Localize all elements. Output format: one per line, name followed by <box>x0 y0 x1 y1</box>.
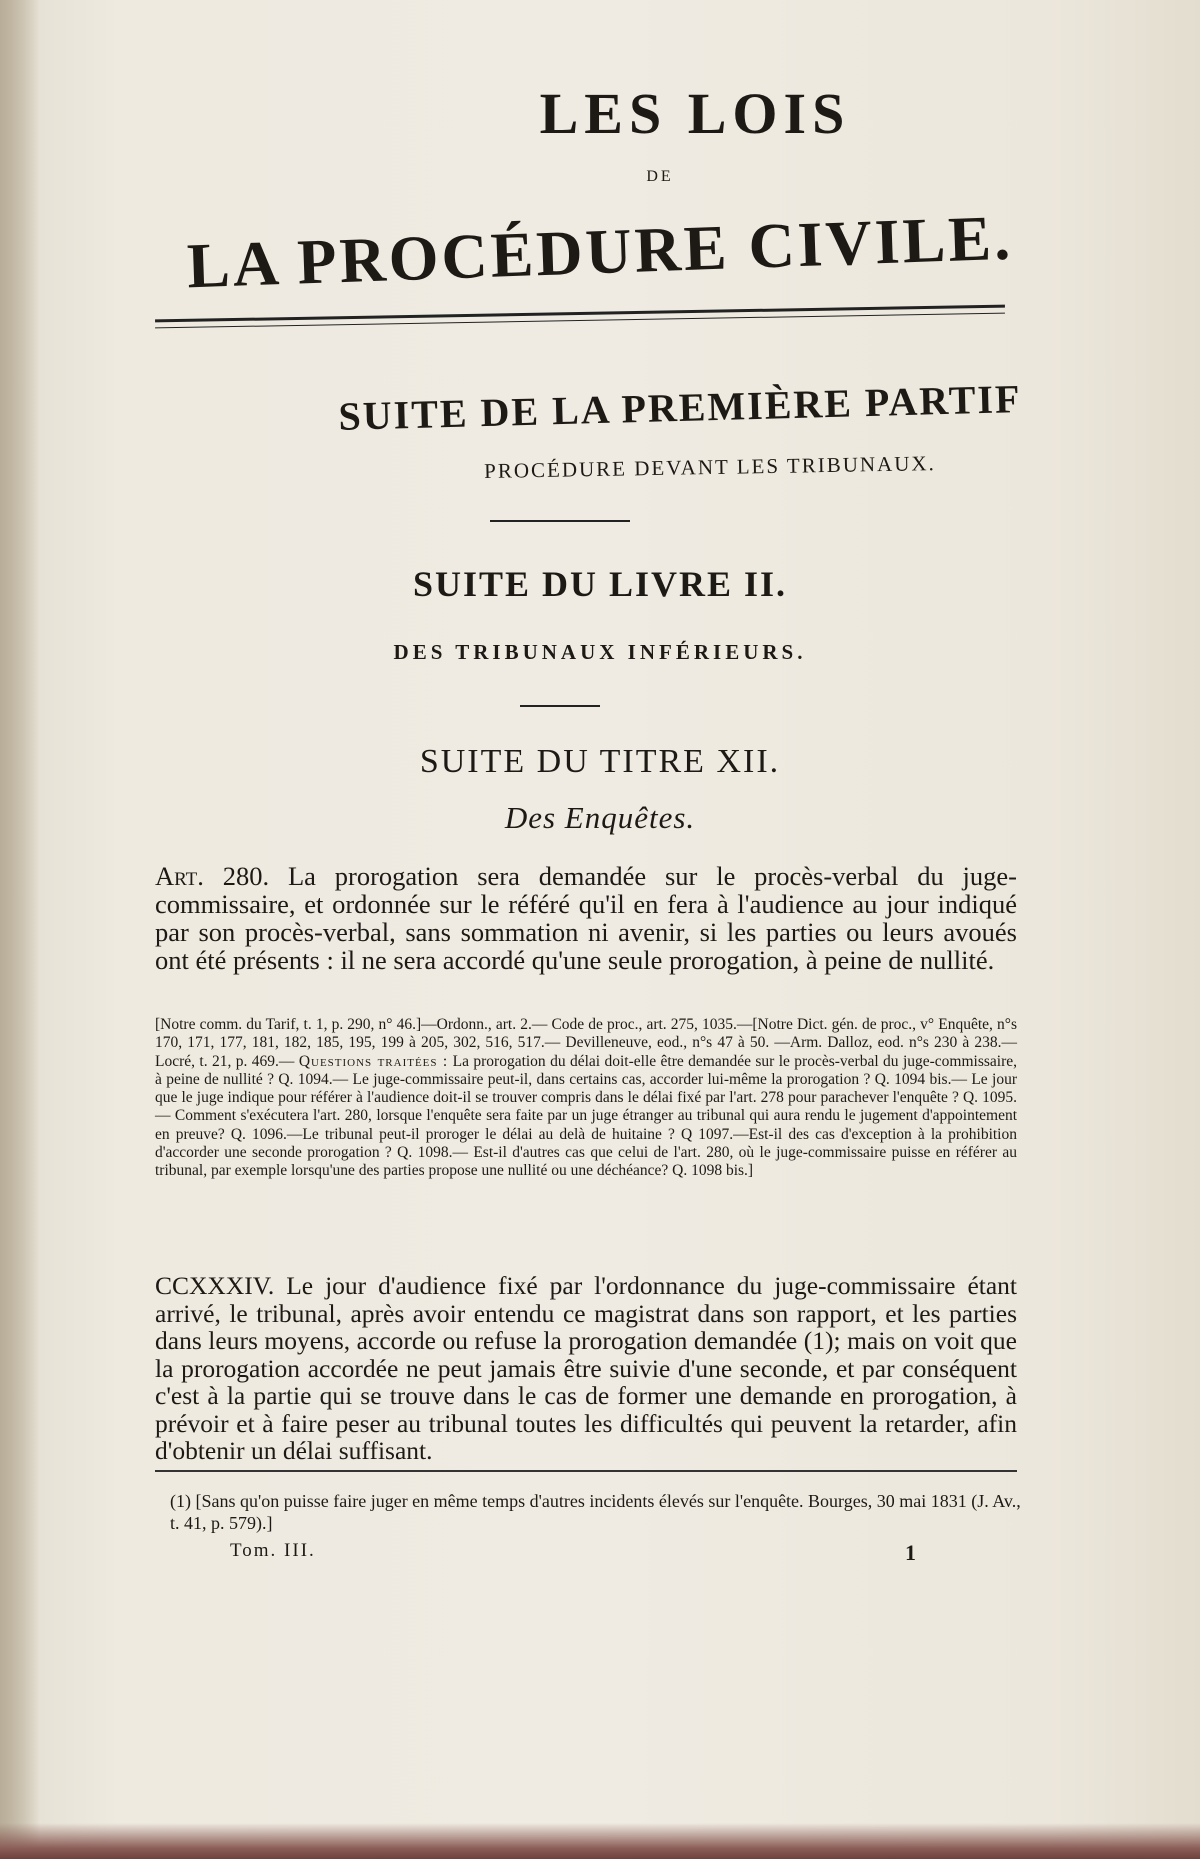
article-280 <box>155 862 1017 974</box>
chapter-subtitle: Des Enquêtes. <box>504 800 696 835</box>
part-subtitle: PROCÉDURE DEVANT LES TRIBUNAUX. <box>483 451 937 483</box>
footnote-rule <box>155 1470 1017 1472</box>
part-title: SUITE DE LA PREMIÈRE PARTIF <box>337 376 1022 439</box>
notes-references: [Notre comm. du Tarif, t. 1, p. 290, n° 46.]—Ordonn., art. 2.— Code de proc., art. 275, 1035.—[Notre Dict. gén. de proc., v° Enquête, n°s 170, 171, 177, 181, 182, 185, 195, 199 à 205, 302, 516, 517.— Devilleneuve, eod., n°s 47 à 50. —Arm. Dalloz, eod. n°s 230 à 238.—Locré, t. 21, p. 469.— <box>155 1016 1017 1070</box>
book-title: SUITE DU LIVRE II. <box>412 564 788 604</box>
title-procedure-civile: LA PROCÉDURE CIVILE. <box>185 201 1015 302</box>
book-subtitle: DES TRIBUNAUX INFÉRIEURS. <box>393 640 807 664</box>
questions-text: La prorogation du délai doit-elle être demandée sur le procès-verbal du juge-commissaire, à peine de nullité ? Q. 1094.— Le juge-commissaire peut-il, dans certains cas, accorder lui-même la prorogation ? Q. 1094 bis.— Le jour que le juge indique pour référer à l'audience doit-il se trouver compris dans le délai fixé par l'art. 278 pour parachever l'enquête ? Q. 1095.— Comment s'exécutera l'art. 280, lorsque l'enquête sera faite par un juge étranger au tribunal qui aura rendu le jugement d'appointement en preuve? Q. 1096.—Le tribunal peut-il proroger le délai au delà de huitaine ? Q 1097.—Est-il des cas d'exception à la prohibition d'accorder une seconde prorogation ? Q. 1098.— Est-il d'autres cas que celui de l'art. 280, où le juge-commissaire puisse en référer au tribunal, par exemple lorsqu'une des parties propose une nullité ou une déchéance? Q. 1098 bis.] <box>155 1052 1018 1180</box>
title-les-lois: LES LOIS <box>539 81 851 146</box>
commentary-ccxxxiv <box>155 1272 1017 1465</box>
page-number: 1 <box>905 1540 916 1565</box>
commentary-text: Le jour d'audience fixé par l'ordonnance du juge-commissaire étant arrivé, le tribunal, après avoir entendu ce magistrat dans son rapport, et les parties dans leurs moyens, accorde ou refuse la prorogation demandée (1); mais on voit que la prorogation accordée ne peut jamais être suivie d'une seconde, et par conséquent c'est à la partie qui se trouve dans le cas de former une demande en prorogation, à prévoir et à faire peser au tribunal toutes les difficultés qui peuvent la retarder, afin d'obtenir un délai suffisant. <box>155 1271 1017 1465</box>
ornament-divider <box>490 520 630 522</box>
volume-marker: Tom. III. <box>230 1540 316 1561</box>
article-text: La prorogation sera demandée sur le procès-verbal du juge-commissaire, et ordonnée sur le référé qu'il en fera à l'audience au jour indiqué par son procès-verbal, sans sommation ni avenir, si les parties ou leurs avoués ont été présents : il ne sera accordé qu'une seule prorogation, à peine de nullité. <box>155 861 1017 975</box>
questions-label: Questions traitées : <box>298 1052 449 1070</box>
title-de: DE <box>646 168 674 185</box>
footnote: (1) [Sans qu'on puisse faire juger en même temps d'autres incidents élevés sur l'enquête. Bourges, 30 mai 1831 (J. Av., t. 41, p. 579).] <box>170 1491 1021 1533</box>
commentary-label: CCXXXIV. <box>155 1271 275 1300</box>
short-divider <box>520 705 600 707</box>
chapter-title: SUITE DU TITRE XII. <box>419 743 781 780</box>
article-label: Art. 280. <box>155 861 270 891</box>
article-notes <box>155 1016 1017 1181</box>
book-cover-edge <box>0 1823 1200 1859</box>
